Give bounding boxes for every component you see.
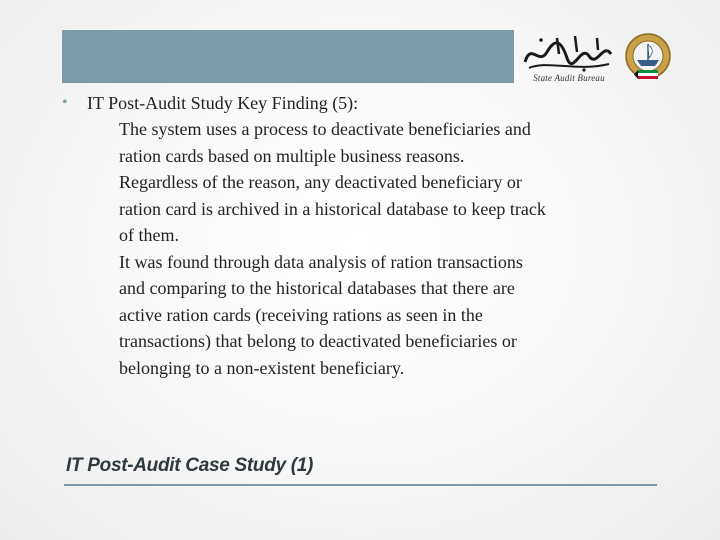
header-bar <box>62 30 514 83</box>
finding-paragraph-2: It was found through data analysis of ration transactions and comparing to the historical databases that there are active ration cards (receiving rations as seen in the transactions) that belong to deactivated beneficiaries or belonging to a non-existent beneficiary. <box>119 251 523 378</box>
state-audit-bureau-logo <box>517 30 677 86</box>
kuwait-emblem-icon <box>621 30 675 86</box>
footer-title: IT Post-Audit Case Study (1) <box>66 455 314 476</box>
bullet-dot-icon: • <box>62 94 68 111</box>
arabic-calligraphy-logo <box>517 32 617 74</box>
slide-content <box>62 90 662 381</box>
logo-subtitle: State Audit Bureau <box>533 73 605 83</box>
bullet-text: IT Post-Audit Study Key Finding (5): <box>87 93 359 113</box>
footer-divider <box>64 484 657 486</box>
key-finding-bullet <box>62 90 662 116</box>
finding-paragraph-1: The system uses a process to deactivate beneficiaries and ration cards based on multiple business reasons. Regardless of the reason, any deactivated beneficiary or ration card is archived in a historical database to keep track of them. <box>119 119 546 245</box>
